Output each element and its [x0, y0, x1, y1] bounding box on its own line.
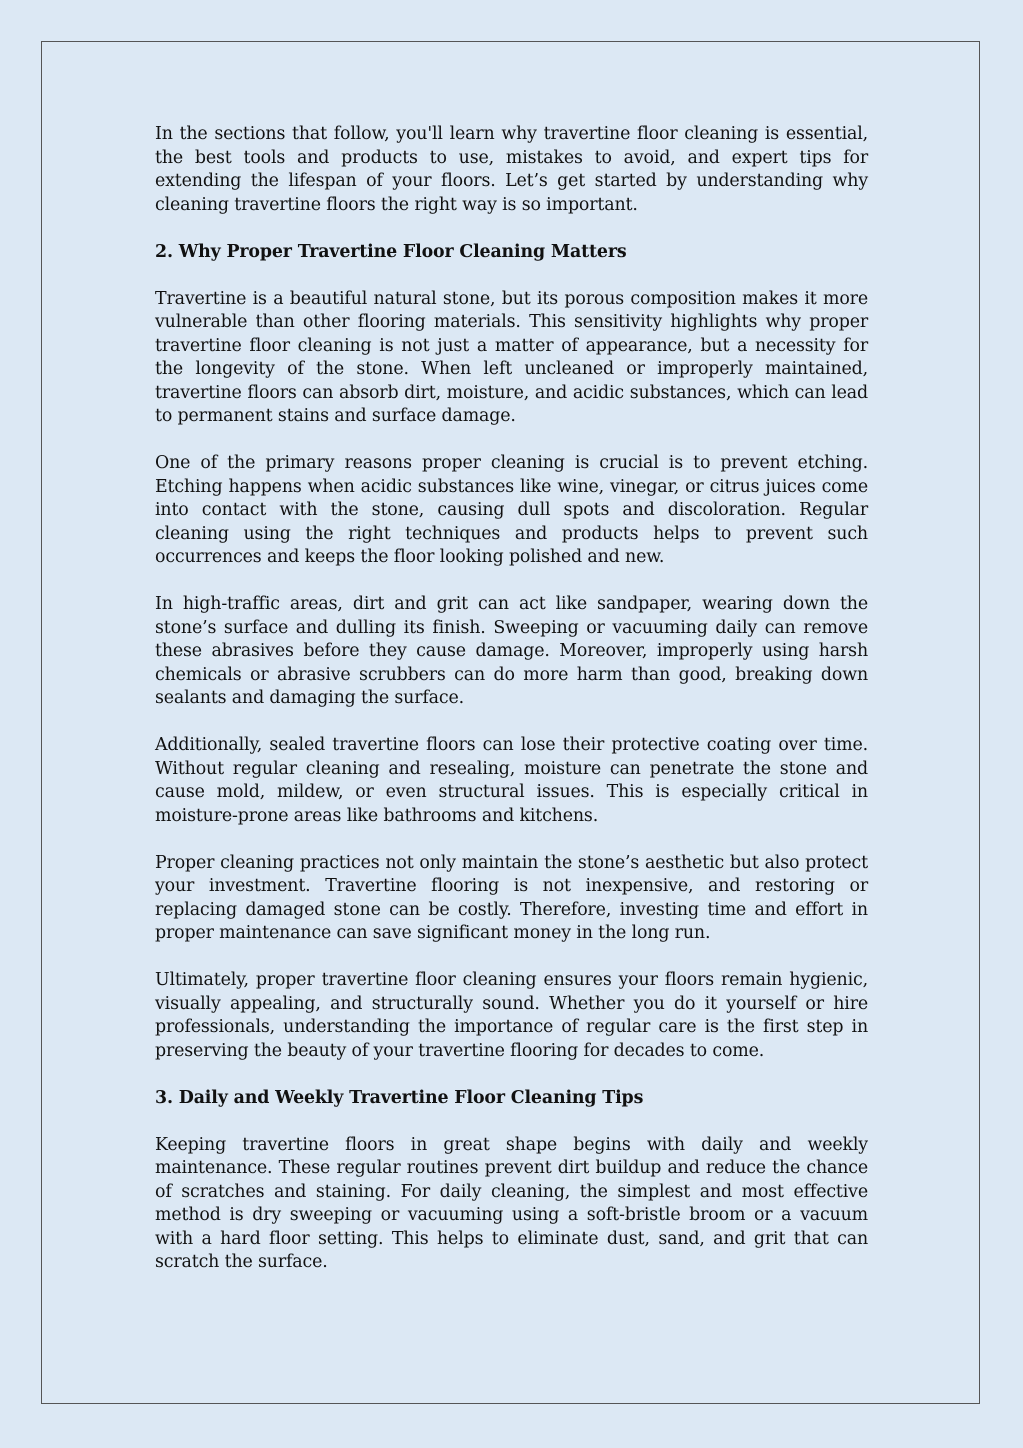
section-2-paragraph-5: Proper cleaning practices not only maintain the stone’s aesthetic but also protect your investment. Travertine flooring is not inexpensive, and restoring or replacing damaged stone can be costly. Therefore, investing time and effort in proper maintenance can save significant money in the long run. [155, 852, 868, 943]
section-3-paragraph-1: Keeping travertine floors in great shape begins with daily and weekly maintenance. These regular routines prevent dirt buildup and reduce the chance of scratches and staining. For daily cleaning, the simplest and most effective method is dry sweeping or vacuuming using a soft-bristle broom or a vacuum with a hard floor setting. This helps to eliminate dust, sand, and grit that can scratch the surface. [155, 1134, 868, 1272]
section-2-paragraph-4: Additionally, sealed travertine floors can lose their protective coating over time. Without regular cleaning and resealing, moisture can penetrate the stone and cause mold, mildew, or even structural issues. This is especially critical in moisture-prone areas like bathrooms and kitchens. [155, 735, 868, 826]
section-2-paragraph-1: Travertine is a beautiful natural stone, but its porous composition makes it more vulnerable than other flooring materials. This sensitivity highlights why proper travertine floor cleaning is not just a matter of appearance, but a necessity for the longevity of the stone. When left uncleaned or improperly maintained, travertine floors can absorb dirt, moisture, and acidic substances, which can lead to permanent stains and surface damage. [155, 288, 868, 426]
section-2-paragraph-3: In high-traffic areas, dirt and grit can act like sandpaper, wearing down the stone’s surface and dulling its finish. Sweeping or vacuuming daily can remove these abrasives before they cause damage. Moreover, improperly using harsh chemicals or abrasive scrubbers can do more harm than good, breaking down sealants and damaging the surface. [155, 594, 868, 708]
document-body [155, 123, 868, 1298]
section-2-heading: 2. Why Proper Travertine Floor Cleaning Matters [155, 241, 627, 262]
section-2-paragraph-6: Ultimately, proper travertine floor cleaning ensures your floors remain hygienic, visually appealing, and structurally sound. Whether you do it yourself or hire professionals, understanding the importance of regular care is the first step in preserving the beauty of your travertine flooring for decades to come. [155, 970, 868, 1061]
section-3-heading: 3. Daily and Weekly Travertine Floor Cleaning Tips [155, 1087, 644, 1108]
intro-paragraph: In the sections that follow, you'll learn why travertine floor cleaning is essential, the best tools and products to use, mistakes to avoid, and expert tips for extending the lifespan of your floors. Let’s get started by understanding why cleaning travertine floors the right way is so important. [155, 124, 868, 215]
section-2-paragraph-2: One of the primary reasons proper cleaning is crucial is to prevent etching. Etching happens when acidic substances like wine, vinegar, or citrus juices come into contact with the stone, causing dull spots and discoloration. Regular cleaning using the right techniques and products helps to prevent such occurrences and keeps the floor looking polished and new. [155, 453, 868, 567]
